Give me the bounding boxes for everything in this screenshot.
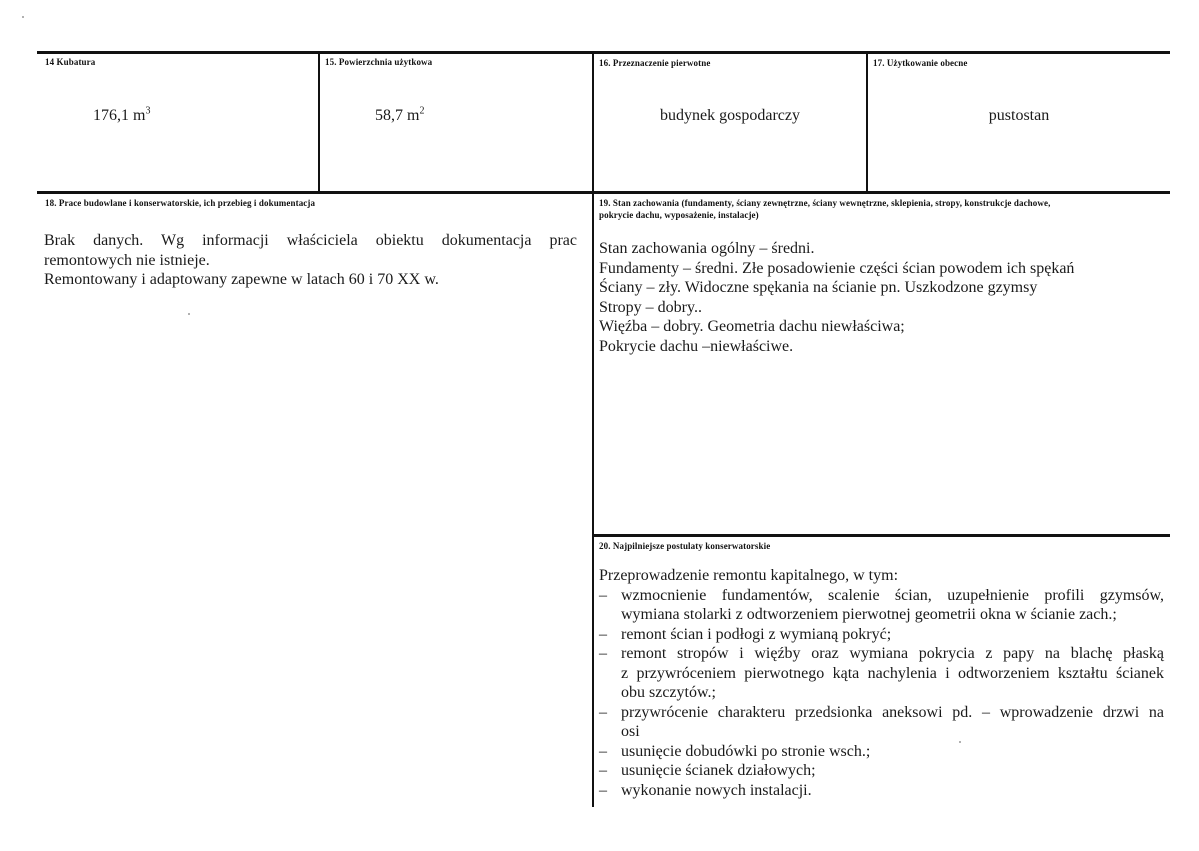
postulaty-label: 20. Najpilniejsze postulaty konserwatorskie [599,541,771,551]
prace-line-3: Remontowany i adaptowany zapewne w latach 60 i 70 XX w. [44,271,439,288]
postulat-3-line-1: remont stropów i więźby oraz wymiana pokrycia z papy na blachę płaską [621,645,1164,662]
powierzchnia-exponent: 2 [419,105,425,117]
postulaty-text [599,566,1164,800]
postulat-5-line-1: usunięcie dobudówki po stronie wsch.; [621,742,871,760]
postulat-1-line-1: wzmocnienie fundamentów, scalenie ścian, uzupełnienie profili gzymsów, [621,586,1164,604]
prace-text [44,231,577,290]
powierzchnia-number: 58,7 m [375,107,420,124]
dash-marker: – [599,645,607,662]
divider-18-19 [592,191,594,807]
stan-text [599,239,1164,356]
dash-marker: – [599,625,607,643]
przeznaczenie-value: budynek gospodarczy [660,107,800,124]
postulat-2-line-1: remont ścian i podłogi z wymianą pokryć; [621,625,892,643]
postulat-4-line-2: osi [621,723,640,740]
middle-rule [37,191,1170,194]
top-rule [37,51,1170,54]
powierzchnia-value [375,106,424,125]
postulat-7-line-1: wykonanie nowych instalacji. [621,781,812,799]
postulat-item-1 [599,586,1164,625]
scan-speck [22,16,24,18]
prace-line-1: Brak danych. Wg informacji właściciela obiektu dokumentacja prac [44,232,577,249]
stan-label-line-2: pokrycie dachu, wyposażenie, instalacje) [599,210,759,220]
kubatura-label: 14 Kubatura [45,57,96,67]
dash-marker: – [599,586,607,604]
postulat-1-line-2: wymiana stolarki z odtworzeniem pierwotnej geometrii okna w ścianie zach.; [621,606,1117,623]
divider-14-15 [318,51,320,193]
kubatura-value [93,106,150,125]
kubatura-number: 176,1 m [93,107,146,124]
postulat-3-line-3: obu szczytów.; [621,684,716,701]
postulat-item-5 [599,742,1164,762]
section-20-rule [592,534,1170,537]
kubatura-exponent: 3 [145,105,151,117]
stan-line-5: Więźba – dobry. Geometria dachu niewłaściwa; [599,318,905,335]
stan-line-6: Pokrycie dachu –niewłaściwe. [599,337,794,355]
uzytkowanie-label: 17. Użytkowanie obecne [873,58,968,68]
prace-line-2: remontowych nie istnieje. [44,251,210,269]
stan-line-1: Stan zachowania ogólny – średni. [599,240,815,257]
postulat-item-6 [599,761,1164,781]
uzytkowanie-value: pustostan [988,107,1050,124]
postulaty-intro: Przeprowadzenie remontu kapitalnego, w tym: [599,567,899,584]
scan-speck [959,741,961,743]
powierzchnia-label: 15. Powierzchnia użytkowa [325,57,433,67]
postulat-item-7 [599,781,1164,801]
stan-label-line-1: 19. Stan zachowania (fundamenty, ściany zewnętrzne, ściany wewnętrzne, sklepienia, stropy, konstrukcje dachowe, [599,198,1051,208]
postulat-item-3 [599,644,1164,703]
dash-marker: – [599,781,607,799]
dash-marker: – [599,762,607,779]
scan-speck [188,313,190,315]
dash-marker: – [599,742,607,760]
stan-line-2: Fundamenty – średni. Złe posadowienie części ścian powodem ich spękań [599,259,1075,277]
postulat-item-2 [599,625,1164,645]
postulat-4-line-1: przywrócenie charakteru przedsionka aneksowi pd. – wprowadzenie drzwi na [621,703,1164,721]
stan-line-4: Stropy – dobry.. [599,298,702,316]
postulat-3-line-2: z przywróceniem pierwotnego kąta nachylenia i odtworzeniem kształtu ścianek [621,664,1164,682]
stan-line-3: Ściany – zły. Widoczne spękania na ścianie pn. Uszkodzone gzymsy [599,279,1038,296]
postulat-6-line-1: usunięcie ścianek działowych; [621,762,816,779]
postulat-item-4 [599,703,1164,742]
przeznaczenie-label: 16. Przeznaczenie pierwotne [599,58,711,68]
dash-marker: – [599,703,607,721]
prace-label: 18. Prace budowlane i konserwatorskie, ich przebieg i dokumentacja [45,198,316,208]
